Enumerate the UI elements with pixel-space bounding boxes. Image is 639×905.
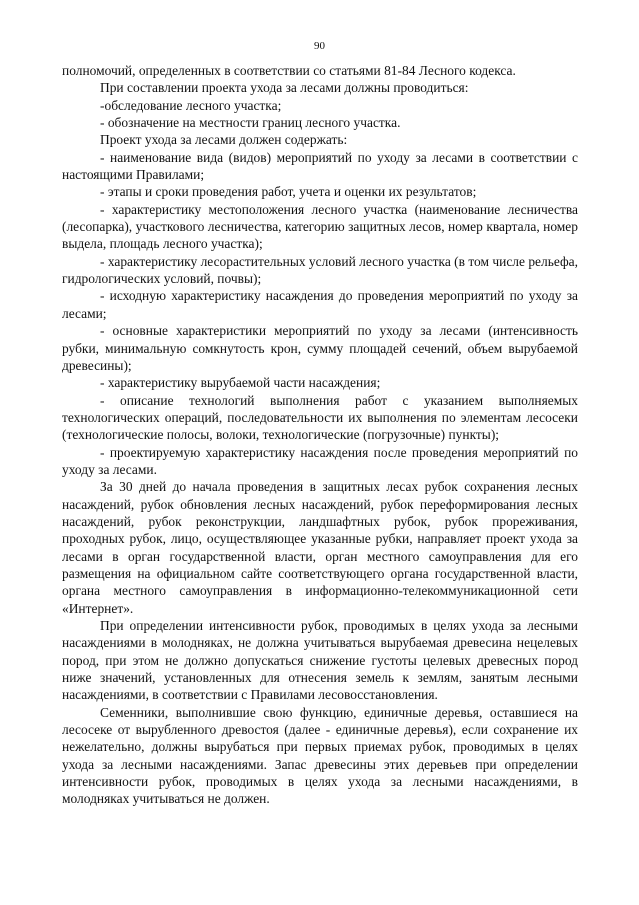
paragraph: При составлении проекта ухода за лесами должны проводиться: <box>100 80 469 96</box>
paragraph: - основные характеристики мероприятий по уходу за лесами (интенсивность рубки, минимальную сомкнутость крон, сумму площадей сечений, объем вырубаемой древесины); <box>62 323 578 373</box>
paragraph: полномочий, определенных в соответствии со статьями 81-84 Лесного кодекса. <box>62 63 516 78</box>
paragraph: Семенники, выполнившие свою функцию, единичные деревья, оставшиеся на лесосеке от вырубленного древостоя (далее - единичные деревья), если сохранение их нежелательно, должны вырубаться при первых приемах рубок, проводимых в целях ухода за лесными насаждениями. Запас древесины этих деревьев при определении интенсивности рубок, проводимых в целях ухода за лесными насаждениями, в молодняках учитываться не должен. <box>62 704 578 807</box>
paragraph: -обследование лесного участка; <box>100 97 282 113</box>
paragraph: - проектируемую характеристику насаждения после проведения мероприятий по уходу за лесами. <box>62 444 578 477</box>
page-number: 90 <box>314 40 325 52</box>
paragraph: - наименование вида (видов) мероприятий по уходу за лесами в соответствии с настоящими Правилами; <box>62 149 578 183</box>
document-body <box>62 62 578 808</box>
paragraph: - характеристику местоположения лесного участка (наименование лесничества (лесопарка), участкового лесничества, категорию защитных лесов, номер квартала, номер выдела, площадь лесного участка); <box>62 201 578 252</box>
paragraph: - описание технологий выполнения работ с указанием выполняемых технологических операций, последовательности их выполнения по элементам лесосеки (технологические полосы, волоки, технологические (погрузочные) пункты); <box>62 392 578 443</box>
paragraph: - обозначение на местности границ лесного участка. <box>100 115 401 131</box>
paragraph: - этапы и сроки проведения работ, учета и оценки их результатов; <box>100 184 477 200</box>
paragraph: За 30 дней до начала проведения в защитных лесах рубок сохранения лесных насаждений, рубок обновления лесных насаждений, рубок переформирования лесных насаждений, рубок реконструкции, ландшафтных рубок, рубок прореживания, проходных рубок, лицо, осуществляющее указанные рубки, направляет проект ухода за лесами в орган государственной власти, орган местного самоуправления для его размещения на официальном сайте соответствующего органа государственной власти, органа местного самоуправления в информационно-телекоммуникационной сети «Интернет». <box>62 479 578 616</box>
paragraph: - характеристику лесорастительных условий лесного участка (в том числе рельефа, гидрологических условий, почвы); <box>62 253 579 287</box>
paragraph: - характеристику вырубаемой части насаждения; <box>100 375 381 391</box>
paragraph: При определении интенсивности рубок, проводимых в целях ухода за лесными насаждениями в молодняках, не должна учитываться вырубаемая древесина нецелевых пород, при этом не должно допускаться снижение густоты целевых древесных пород ниже значений, установленных для отнесения земель к землям, занятым лесными насаждениями, в соответствии с Правилами лесовосстановления. <box>62 618 578 703</box>
paragraph: - исходную характеристику насаждения до проведения мероприятий по уходу за лесами; <box>62 288 578 321</box>
paragraph: Проект ухода за лесами должен содержать: <box>100 132 348 148</box>
